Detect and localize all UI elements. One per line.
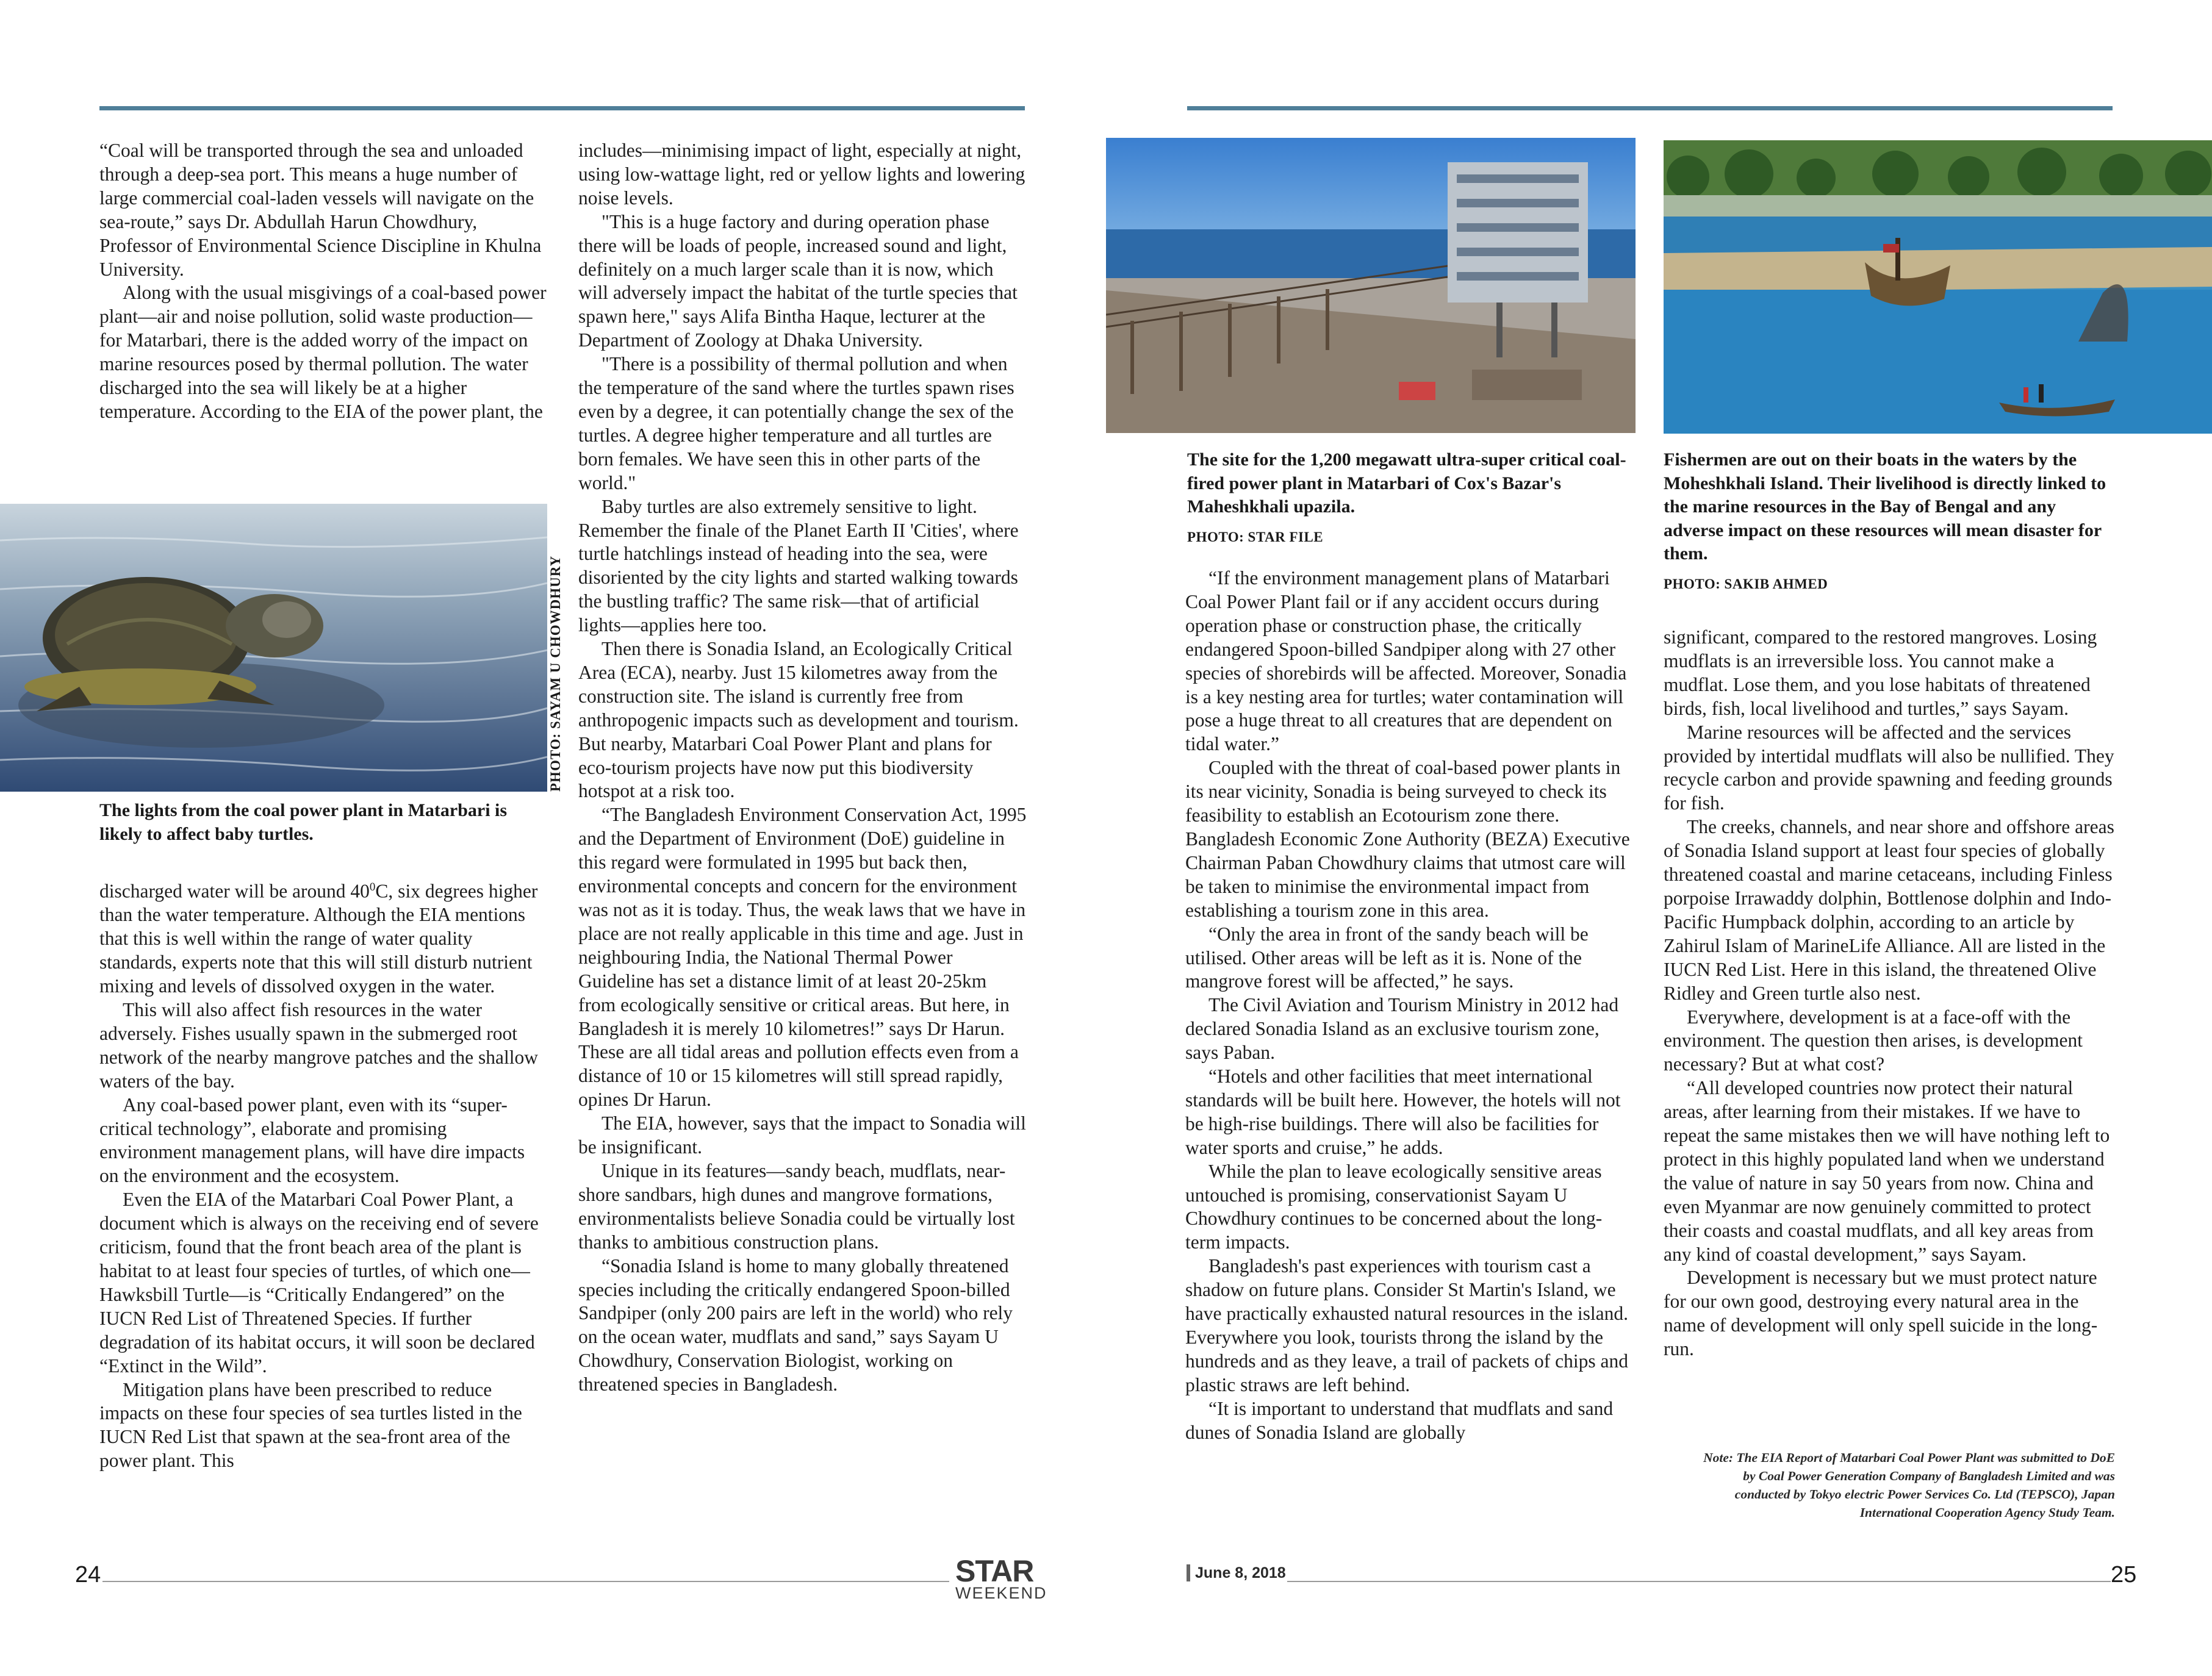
logo-weekend: WEEKEND <box>955 1584 1047 1602</box>
paragraph: The EIA, however, says that the impact to Sonadia will be insignificant. <box>578 1112 1026 1158</box>
paragraph: Any coal-based power plant, even with its “super-critical technology”, elaborate and promising environment management plans, will have dire impacts on the environment and the ecosystem. <box>99 1094 525 1187</box>
column-1-top <box>99 139 548 424</box>
paragraph: Unique in its features—sandy beach, mudflats, near-shore sandbars, high dunes and mangrove formations, environmentalists believe Sonadia could be virtually lost thanks to ambitious construction plans. <box>578 1159 1015 1253</box>
footer-rule-right <box>1287 1581 2111 1582</box>
paragraph: Marine resources will be affected and the services provided by intertidal mudflats will also be nullified. They recycle carbon and provide spawning and feeding grounds for fish. <box>1664 721 2114 814</box>
paragraph: “Only the area in front of the sandy beach will be utilised. Other areas will be left as it is. None of the mangrove forest will be affected,” he says. <box>1185 923 1589 992</box>
fishing-boats-caption: Fishermen are out on their boats in the waters by the Moheshkhali Island. Their livelihood is directly linked to the marine resources in the Bay of Bengal and any adverse impact on these resources will mean disaster for them. <box>1664 449 2106 564</box>
paragraph: “Coal will be transported through the sea and unloaded through a deep-sea port. This means a huge number of large commercial coal-laden vessels will navigate on the sea-route,” says Dr. Abdullah Harun Chowdhury, Professor of Environmental Science Discipline in Khulna University. <box>99 140 542 280</box>
paragraph: Baby turtles are also extremely sensitive to light. Remember the finale of the Planet Earth II 'Cities', where turtle hatchlings instead of heading into the sea, were disoriented by the city lights and started walking towards the bustling traffic? The same risk—that of artificial lights—applies here too. <box>578 495 1019 636</box>
paragraph: “Sonadia Island is home to many globally threatened species including the critically endangered Spoon-billed Sandpiper (only 200 pairs are left in the world) who rely on the ocean water, mudflats and sand,” says Sayam U Chowdhury, Conservation Biologist, working on threatened species in Bangladesh. <box>578 1255 1013 1395</box>
star-weekend-logo <box>955 1554 1047 1602</box>
paragraph: Mitigation plans have been prescribed to reduce impacts on these four species of sea turtles listed in the IUCN Red List that spawn at the sea-front area of the power plant. This <box>99 1378 522 1472</box>
column-4 <box>1664 626 2115 1361</box>
paragraph: "This is a huge factory and during operation phase there will be loads of people, increased sound and light, definitely on a much larger scale than it is now, which will adversely impact the habitat of the turtle species that spawn here," says Alifa Bintha Haque, lecturer at the Department of Zoology at Dhaka University. <box>578 210 1018 351</box>
fishing-boats-photo <box>1664 140 2212 434</box>
paragraph: The creeks, channels, and near shore and offshore areas of Sonadia Island support at least four species of globally threatened coastal and marine cetaceans, including Finless porpoise Irrawaddy dolphin, Bottlenose dolphin and Indo-Pacific Humpback dolphin, according to an article by Zahirul Islam of MarineLife Alliance. All are listed in the IUCN Red List. Here in this island, the threatened Olive Ridley and Green turtle also nest. <box>1664 816 2114 1004</box>
paragraph: Bangladesh's past experiences with tourism cast a shadow on future plans. Consider St Martin's Island, we have practically exhausted natural resources in the island. Everywhere you look, tourists throng the island by the hundreds and as they leave, a trail of packets of chips and plastic straws are left behind. <box>1185 1255 1628 1395</box>
temperature-text: discharged water will be around 40 <box>99 880 370 902</box>
column-2 <box>578 139 1027 1397</box>
paragraph: Then there is Sonadia Island, an Ecologically Critical Area (ECA), nearby. Just 15 kilometres away from the construction site. The island is currently free from anthropogenic impacts such as development and tourism. But nearby, Matarbari Coal Power Plant and plans for eco-tourism projects have now put this biodiversity hotspot at a risk too. <box>578 638 1019 802</box>
page-number-right: 25 <box>2111 1562 2137 1588</box>
paragraph: Coupled with the threat of coal-based power plants in its near vicinity, Sonadia is being surveyed to check its feasibility to establish an Ecotourism zone there. Bangladesh Economic Zone Authority (BEZA) Executive Chairman Paban Chowdhury claims that utmost care will be taken to minimise the environmental impact from establishing a tourism zone in this area. <box>1185 757 1630 921</box>
column-1-bottom <box>99 876 548 1473</box>
paragraph: "There is a possibility of thermal pollution and when the temperature of the sand where the turtles spawn rises even by a degree, it can potentially change the sex of the turtles. A degree higher temperature and all turtles are born females. We have seen this in other parts of the world." <box>578 353 1014 493</box>
paragraph: Even the EIA of the Matarbari Coal Power Plant, a document which is always on the receiving end of severe criticism, found that the front beach area of the plant is habitat to at least four species of turtles, of which one—Hawksbill Turtle—is “Critically Endangered” on the IUCN Red List of Threatened Species. If further degradation of its habitat occurs, it will soon be declared “Extinct in the Wild”. <box>99 1189 539 1377</box>
top-rule-left <box>99 106 1025 110</box>
paragraph: significant, compared to the restored mangroves. Losing mudflats is an irreversible loss. You cannot make a mudflat. Lose them, and you lose habitats of threatened birds, fish, local livelihood and turtles,” says Sayam. <box>1664 626 2097 719</box>
paragraph: “It is important to understand that mudflats and sand dunes of Sonadia Island are globally <box>1185 1397 1614 1443</box>
paragraph: “All developed countries now protect their natural areas, after learning from their mistakes. If we have to repeat the same mistakes then we will have nothing left to protect in this highly populated land when we understand the value of nature in say 50 years from now. China and even Myanmar are now genuinely committed to protect their coasts and coastal mudflats, and all key areas from any kind of coastal development,” says Sayam. <box>1664 1077 2110 1265</box>
issue-date: June 8, 2018 <box>1187 1564 1286 1581</box>
temperature-text-cont: C, six degrees higher than the water temperature. Although the EIA mentions that this is well within the range of water quality standards, experts note that this will still disturb nutrient mixing and levels of dissolved oxygen in the water. <box>99 880 538 997</box>
page-number-left: 24 <box>75 1562 101 1588</box>
column-3 <box>1185 567 1637 1445</box>
paragraph: Along with the usual misgivings of a coal-based power plant—air and noise pollution, solid waste production—for Matarbari, there is the added worry of the impact on marine resources posed by thermal pollution. The water discharged into the sea will likely be at a higher temperature. According to the EIA of the power plant, the <box>99 282 547 422</box>
paragraph: includes—minimising impact of light, especially at night, using low-wattage light, red or yellow lights and lowering noise levels. <box>578 140 1025 209</box>
turtle-photo <box>0 504 547 792</box>
power-plant-photo <box>1106 138 1636 433</box>
paragraph: “If the environment management plans of Matarbari Coal Power Plant fail or if any accident occurs during operation phase or construction phase, the critically endangered Spoon-billed Sandpiper along with 27 other species of shorebirds will be affected. Moreover, Sonadia is a key nesting area for turtles; water contamination will pose a huge threat to all creatures that are dependent on tidal water.” <box>1185 567 1627 755</box>
top-rule-right <box>1187 106 2113 110</box>
paragraph: “The Bangladesh Environment Conservation Act, 1995 and the Department of Environment (DoE) guideline in this regard were formulated in 1995 but back then, environmental concepts and concern for the environment was not as it is today. Thus, the weak laws that we have in place are not really applicable in this time and age. Just in neighbouring India, the National Thermal Power Guideline has set a distance limit of at least 20-25km from ecologically sensitive or critical areas. But here, in Bangladesh it is merely 10 kilometres!” says Dr Harun. These are all tidal areas and pollution effects even from a distance of 10 or 15 kilometres will still spread rapidly, opines Dr Harun. <box>578 804 1027 1111</box>
turtle-photo-caption: The lights from the coal power plant in Matarbari is likely to affect baby turtles. <box>99 800 508 844</box>
paragraph: Development is necessary but we must protect nature for our own good, destroying every natural area in the name of development will only spell suicide in the long-run. <box>1664 1267 2098 1360</box>
power-plant-credit: PHOTO: STAR FILE <box>1187 529 1324 545</box>
turtle-photo-credit: PHOTO: SAYAM U CHOWDHURY <box>548 555 563 792</box>
footer-rule-left <box>102 1581 949 1582</box>
paragraph: While the plan to leave ecologically sensitive areas untouched is promising, conservationist Sayam U Chowdhury continues to be concerned about the long-term impacts. <box>1185 1160 1603 1253</box>
paragraph: The Civil Aviation and Tourism Ministry in 2012 had declared Sonadia Island as an exclusive tourism zone, says Paban. <box>1185 994 1619 1064</box>
paragraph: This will also affect fish resources in the water adversely. Fishes usually spawn in the submerged root network of the nearby mangrove patches and the shallow waters of the bay. <box>99 999 539 1092</box>
eia-note: Note: The EIA Report of Matarbari Coal Power Plant was submitted to DoE by Coal Power Generation Company of Bangladesh Limited and was conducted by Tokyo electric Power Services Co. Ltd (TEPSCO), Japan International Cooperation Agency Study Team. <box>1703 1450 2115 1520</box>
power-plant-caption: The site for the 1,200 megawatt ultra-super critical coal-fired power plant in Matarbari of Cox's Bazar's Maheshkhali upazila. <box>1187 449 1626 517</box>
paragraph: Everywhere, development is at a face-off with the environment. The question then arises, is development necessary? But at what cost? <box>1664 1006 2083 1075</box>
fishing-boats-credit: PHOTO: SAKIB AHMED <box>1664 576 1828 592</box>
logo-star: STAR <box>955 1554 1034 1588</box>
paragraph: “Hotels and other facilities that meet international standards will be built here. However, the hotels will not be high-rise buildings. There will also be facilities for water sports and cruise,” he adds. <box>1185 1065 1621 1158</box>
degree-superscript: 0 <box>369 881 376 894</box>
